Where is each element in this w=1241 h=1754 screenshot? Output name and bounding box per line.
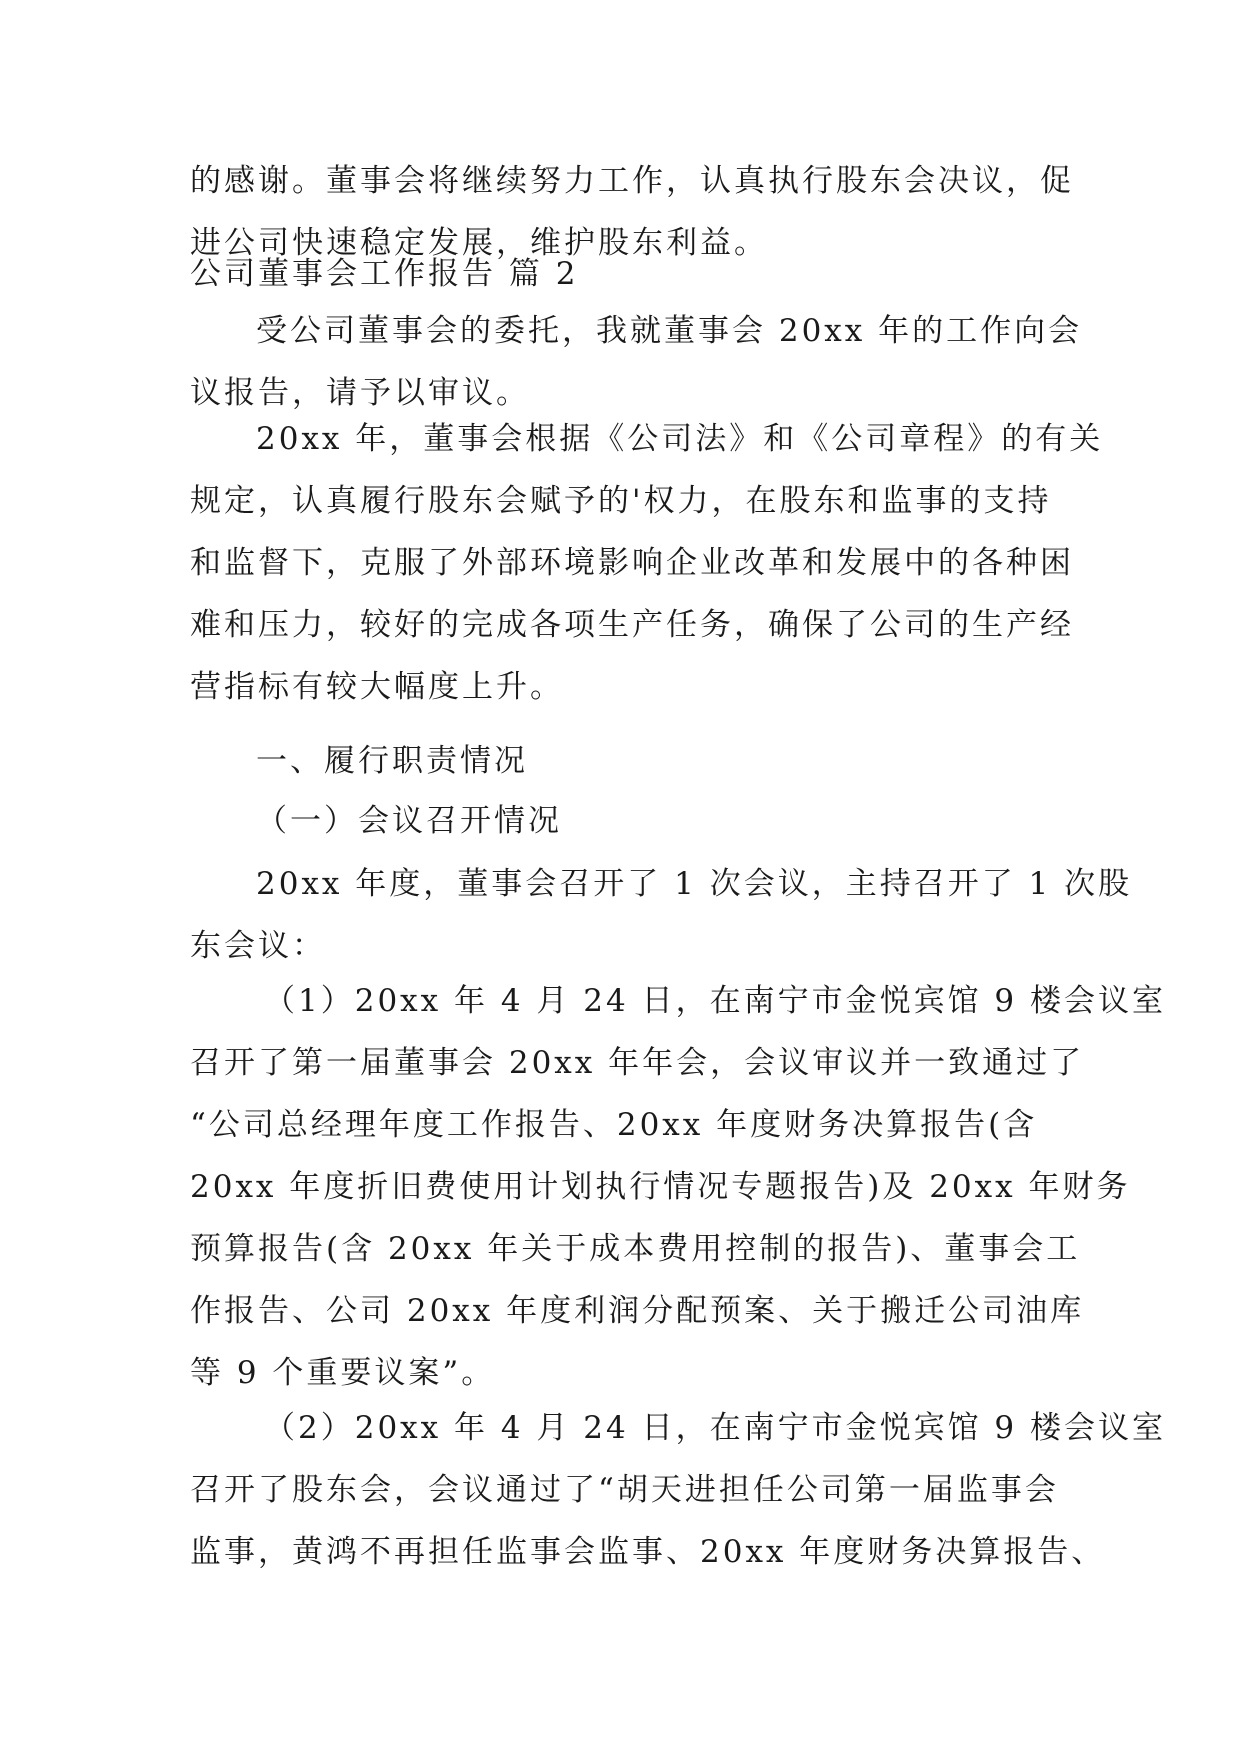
- text-line: 受公司董事会的委托，我就董事会 20xx 年的工作向会: [256, 313, 1083, 349]
- text-line: 20xx 年度，董事会召开了 1 次会议，主持召开了 1 次股: [256, 866, 1133, 902]
- subheading-text: （一）会议召开情况: [256, 803, 562, 839]
- text-line: 作报告、公司 20xx 年度利润分配预案、关于搬迁公司油库: [190, 1293, 1085, 1329]
- text-line: 召开了股东会，会议通过了“胡天进担任公司第一届监事会: [190, 1472, 1059, 1508]
- subheading-meetings: [190, 790, 1050, 852]
- text-line: （2）20xx 年 4 月 24 日，在南宁市金悦宾馆 9 楼会议室: [264, 1410, 1167, 1446]
- section-title: [190, 243, 1050, 305]
- text-line: 的感谢。董事会将继续努力工作，认真执行股东会决议，促: [190, 163, 1074, 199]
- text-line: 监事，黄鸿不再担任监事会监事、20xx 年度财务决算报告、: [190, 1534, 1106, 1570]
- paragraph-meeting-count: [190, 853, 1133, 977]
- text-line: “公司总经理年度工作报告、20xx 年度财务决算报告(含: [190, 1107, 1038, 1143]
- text-line: 议报告，请予以审议。: [190, 375, 530, 411]
- text-line: 规定，认真履行股东会赋予的'权力，在股东和监事的支持: [190, 483, 1052, 519]
- text-line: 预算报告(含 20xx 年关于成本费用控制的报告)、董事会工: [190, 1231, 1081, 1267]
- text-line: 营指标有较大幅度上升。: [190, 669, 564, 705]
- text-line: 和监督下，克服了外部环境影响企业改革和发展中的各种困: [190, 545, 1074, 581]
- section-title-text: 公司董事会工作报告 篇 2: [190, 256, 579, 292]
- text-line: 20xx 年度折旧费使用计划执行情况专题报告)及 20xx 年财务: [190, 1169, 1131, 1205]
- text-line: （1）20xx 年 4 月 24 日，在南宁市金悦宾馆 9 楼会议室: [264, 983, 1167, 1019]
- paragraph-meeting-1: [190, 970, 1167, 1404]
- paragraph-summary: [190, 408, 1104, 718]
- text-line: 召开了第一届董事会 20xx 年年会，会议审议并一致通过了: [190, 1045, 1085, 1081]
- text-line: 20xx 年，董事会根据《公司法》和《公司章程》的有关: [256, 421, 1104, 457]
- text-line: 东会议：: [190, 928, 326, 964]
- heading-duties: [190, 730, 1050, 792]
- text-line: 等 9 个重要议案”。: [190, 1355, 496, 1391]
- text-line: 进公司快速稳定发展，维护股东利益。: [190, 225, 768, 261]
- text-line: 难和压力，较好的完成各项生产任务，确保了公司的生产经: [190, 607, 1074, 643]
- paragraph-meeting-2: [190, 1397, 1167, 1583]
- heading-text: 一、履行职责情况: [256, 743, 528, 779]
- paragraph-intro: [190, 300, 1083, 424]
